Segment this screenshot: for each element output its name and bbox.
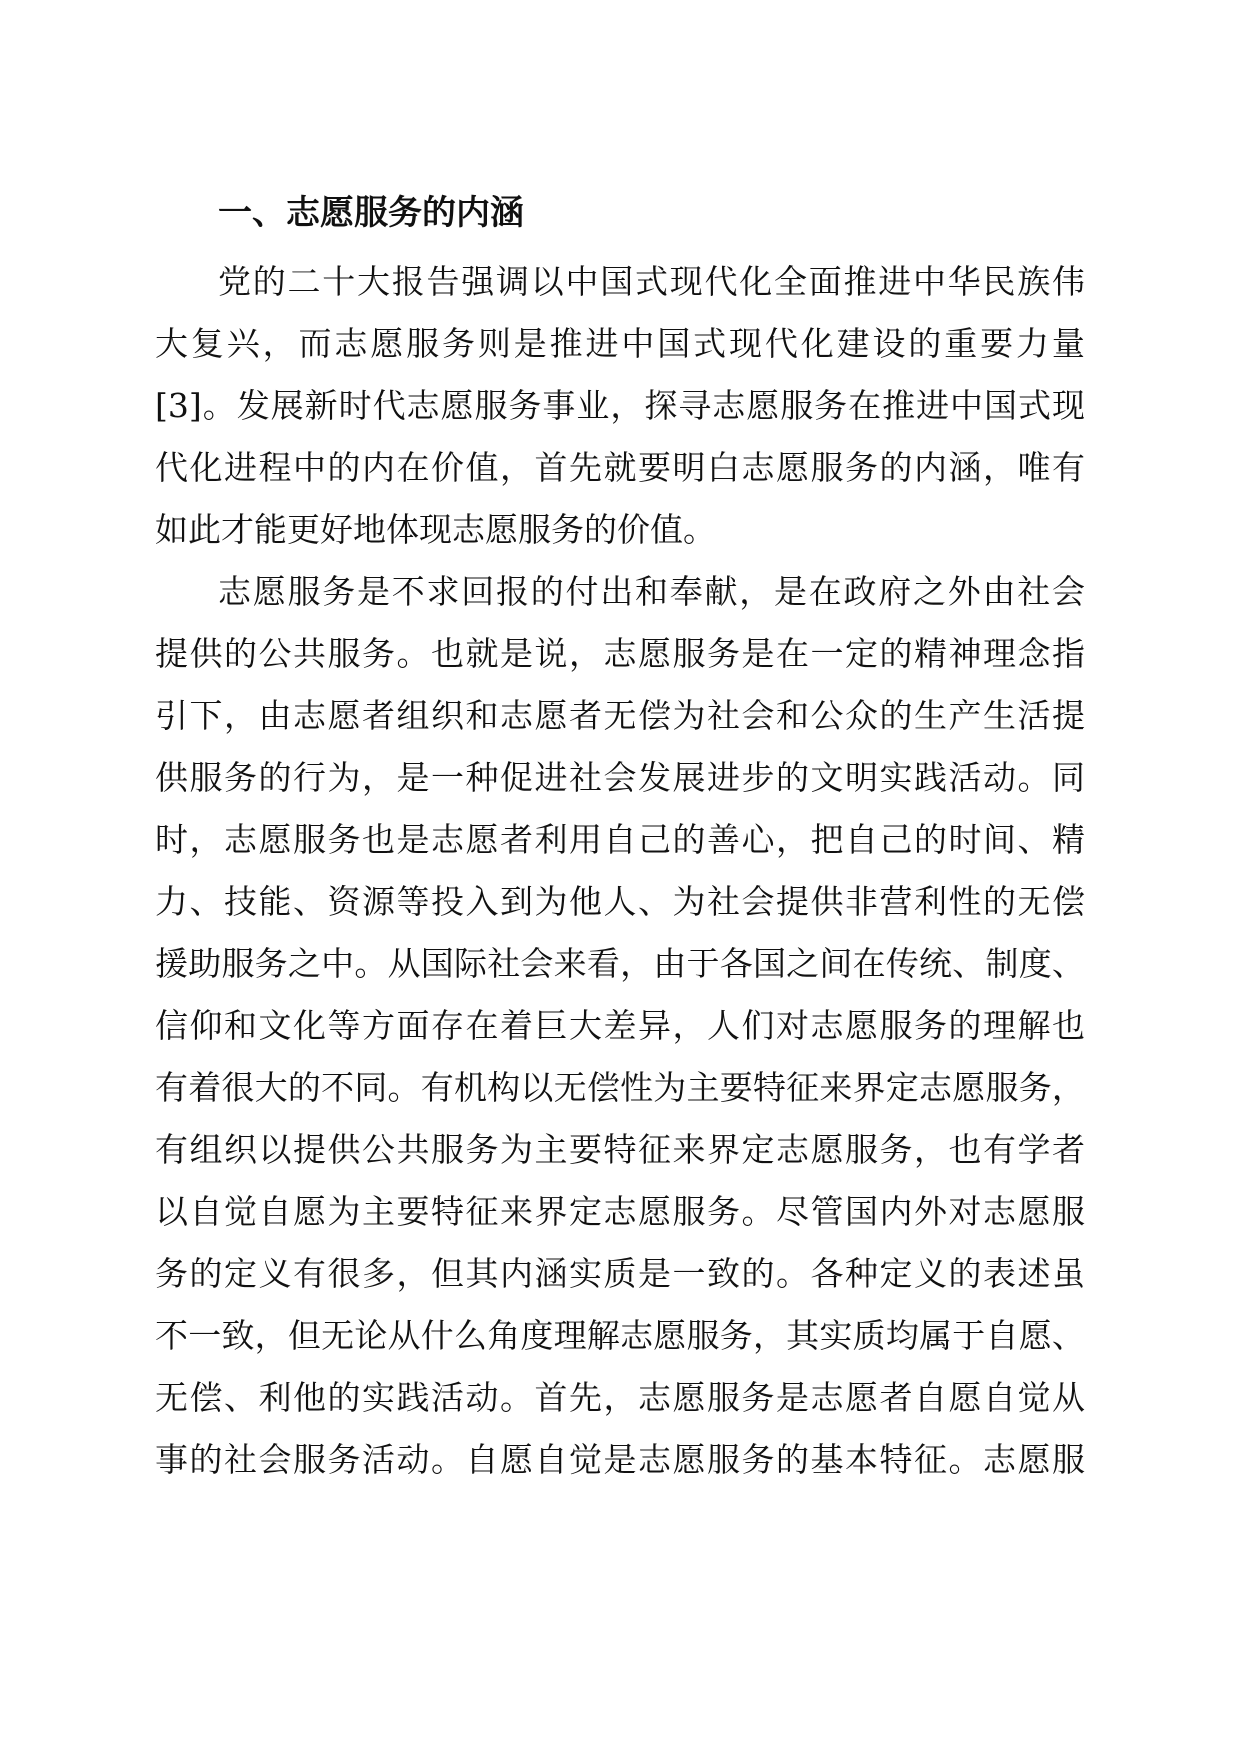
text-line: 供 服 务 的 行 为 ， 是 一 种 促 进 社 会 发 展 进 步 的 文 明 实 践 活 动 。 同: [155, 758, 1085, 797]
text-line: 引 下 ， 由 志 愿 者 组 织 和 志 愿 者 无 偿 为 社 会 和 公 众 的 生 产 生 活 提: [155, 696, 1085, 735]
text-line: 不 一 致 ， 但 无 论 从 什 么 角 度 理 解 志 愿 服 务 ， 其 实 质 均 属 于 自 愿 、: [155, 1316, 1085, 1355]
text-line: 援 助 服 务 之 中 。 从 国 际 社 会 来 看 ， 由 于 各 国 之 间 在 传 统 、 制 度 、: [155, 944, 1085, 983]
text-line: 大 复 兴 ， 而 志 愿 服 务 则 是 推 进 中 国 式 现 代 化 建 设 的 重 要 力 量: [155, 324, 1085, 363]
text-line: 事 的 社 会 服 务 活 动 。 自 愿 自 觉 是 志 愿 服 务 的 基 本 特 征 。 志 愿 服: [155, 1440, 1085, 1479]
text-line: 有 组 织 以 提 供 公 共 服 务 为 主 要 特 征 来 界 定 志 愿 服 务 ， 也 有 学 者: [155, 1130, 1085, 1169]
text-line: 代 化 进 程 中 的 内 在 价 值 ， 首 先 就 要 明 白 志 愿 服 务 的 内 涵 ， 唯 有: [155, 448, 1085, 487]
text-line: 志 愿 服 务 是 不 求 回 报 的 付 出 和 奉 献 ， 是 在 政 府 之 外 由 社 会: [218, 572, 1085, 611]
text-line: 党 的 二 十 大 报 告 强 调 以 中 国 式 现 代 化 全 面 推 进 中 华 民 族 伟: [218, 262, 1085, 301]
text-line: 信 仰 和 文 化 等 方 面 存 在 着 巨 大 差 异 ， 人 们 对 志 愿 服 务 的 理 解 也: [155, 1006, 1085, 1045]
text-line: 无 偿 、 利 他 的 实 践 活 动 。 首 先 ， 志 愿 服 务 是 志 愿 者 自 愿 自 觉 从: [155, 1378, 1085, 1417]
text-line: 提 供 的 公 共 服 务 。 也 就 是 说 ， 志 愿 服 务 是 在 一 定 的 精 神 理 念 指: [155, 634, 1085, 673]
text-line: 务 的 定 义 有 很 多 ， 但 其 内 涵 实 质 是 一 致 的 。 各 种 定 义 的 表 述 虽: [155, 1254, 1085, 1293]
text-line: 如 此 才 能 更 好 地 体 现 志 愿 服 务 的 价 值 。: [155, 510, 716, 549]
text-line: 以 自 觉 自 愿 为 主 要 特 征 来 界 定 志 愿 服 务 。 尽 管 国 内 外 对 志 愿 服: [155, 1192, 1085, 1231]
section-heading: 一、志愿服务的内涵: [218, 193, 524, 233]
text-line: 时 ， 志 愿 服 务 也 是 志 愿 者 利 用 自 己 的 善 心 ， 把 自 己 的 时 间 、 精: [155, 820, 1085, 859]
text-line: 有 着 很 大 的 不 同 。 有 机 构 以 无 偿 性 为 主 要 特 征 来 界 定 志 愿 服 务 ，: [155, 1068, 1085, 1107]
text-line: 力 、 技 能 、 资 源 等 投 入 到 为 他 人 、 为 社 会 提 供 非 营 利 性 的 无 偿: [155, 882, 1085, 921]
body-text: [155, 251, 1085, 1491]
text-line: [3] 。 发 展 新 时 代 志 愿 服 务 事 业 ， 探 寻 志 愿 服 务 在 推 进 中 国 式 现: [155, 386, 1085, 425]
